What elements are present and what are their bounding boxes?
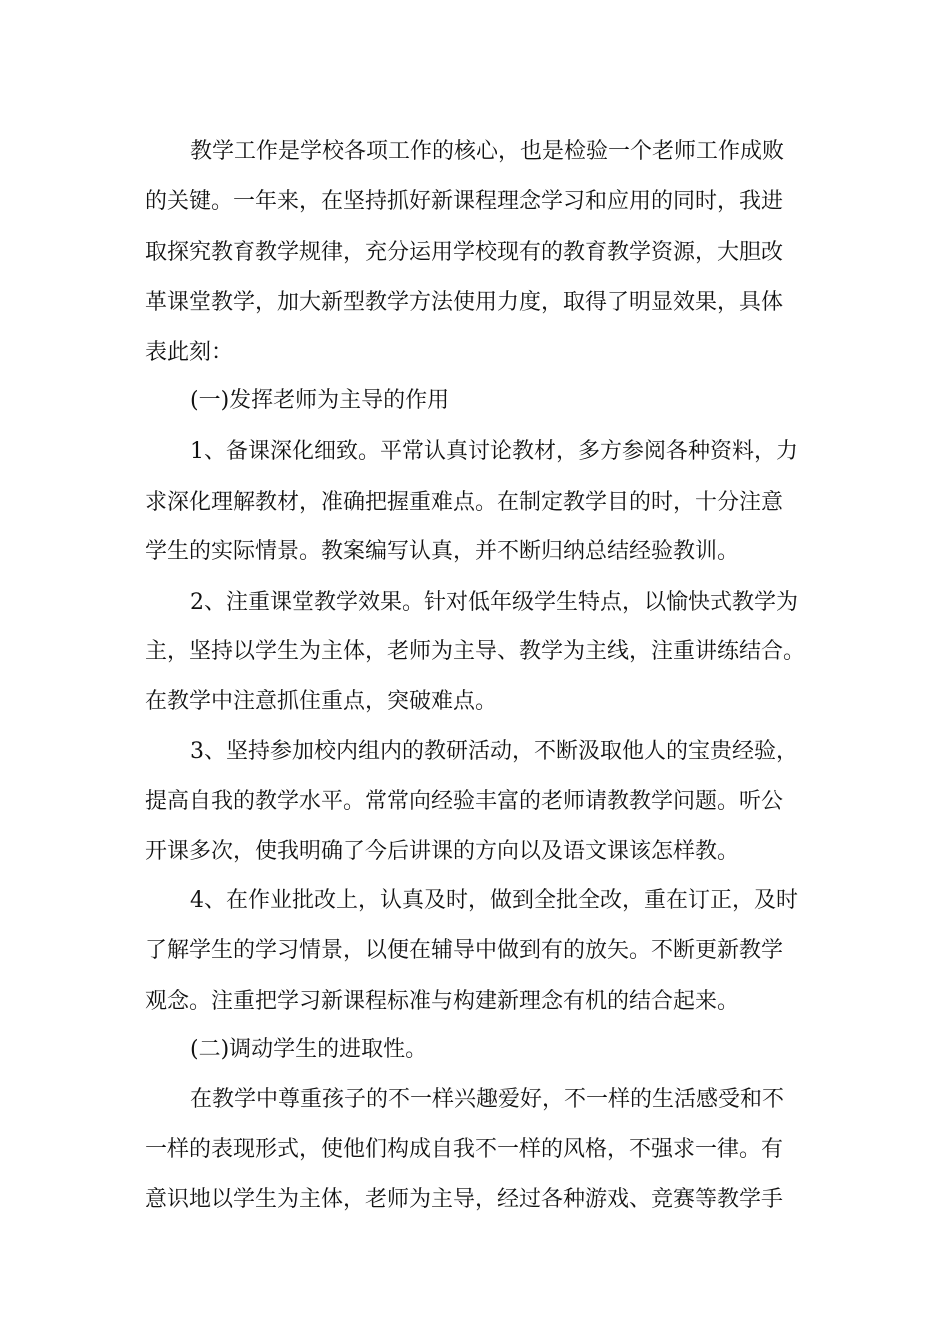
text-line: 主，坚持以学生为主体，老师为主导、教学为主线，注重讲练结合。 — [145, 639, 806, 664]
text-line: 表此刻： — [145, 340, 234, 365]
section-heading: (一)发挥老师为主导的作用 — [190, 388, 450, 413]
text-line: 了解学生的学习情景，以便在辅导中做到有的放矢。不断更新教学 — [145, 938, 784, 963]
text-line: 在教学中注意抓住重点，突破难点。 — [145, 689, 498, 714]
text-line: 意识地以学生为主体，老师为主导，经过各种游戏、竞赛等教学手 — [145, 1187, 784, 1212]
text-line: 1、备课深化细致。平常认真讨论教材，多方参阅各种资料，力 — [190, 439, 798, 464]
text-line: 革课堂教学，加大新型教学方法使用力度，取得了明显效果，具体 — [145, 290, 784, 315]
text-line: 求深化理解教材，准确把握重难点。在制定教学目的时，十分注意 — [145, 490, 784, 515]
text-line: 观念。注重把学习新课程标准与构建新理念有机的结合起来。 — [145, 989, 740, 1014]
text-line: 的关键。一年来，在坚持抓好新课程理念学习和应用的同时，我进 — [145, 189, 784, 214]
text-line: 取探究教育教学规律，充分运用学校现有的教育教学资源，大胆改 — [145, 240, 784, 265]
text-line: 2、注重课堂教学效果。针对低年级学生特点，以愉快式教学为 — [190, 590, 798, 615]
text-line: 提高自我的教学水平。常常向经验丰富的老师请教教学问题。听公 — [145, 789, 784, 814]
text-line: 一样的表现形式，使他们构成自我不一样的风格，不强求一律。有 — [145, 1137, 784, 1162]
text-line: 教学工作是学校各项工作的核心，也是检验一个老师工作成败 — [190, 139, 785, 164]
text-line: 4、在作业批改上，认真及时，做到全批全改，重在订正，及时 — [190, 888, 798, 913]
section-heading: (二)调动学生的进取性。 — [190, 1037, 428, 1062]
text-line: 开课多次，使我明确了今后讲课的方向以及语文课该怎样教。 — [145, 839, 740, 864]
text-line: 学生的实际情景。教案编写认真，并不断归纳总结经验教训。 — [145, 539, 740, 564]
text-line: 在教学中尊重孩子的不一样兴趣爱好，不一样的生活感受和不 — [190, 1087, 785, 1112]
text-line: 3、坚持参加校内组内的教研活动，不断汲取他人的宝贵经验， — [190, 739, 798, 764]
